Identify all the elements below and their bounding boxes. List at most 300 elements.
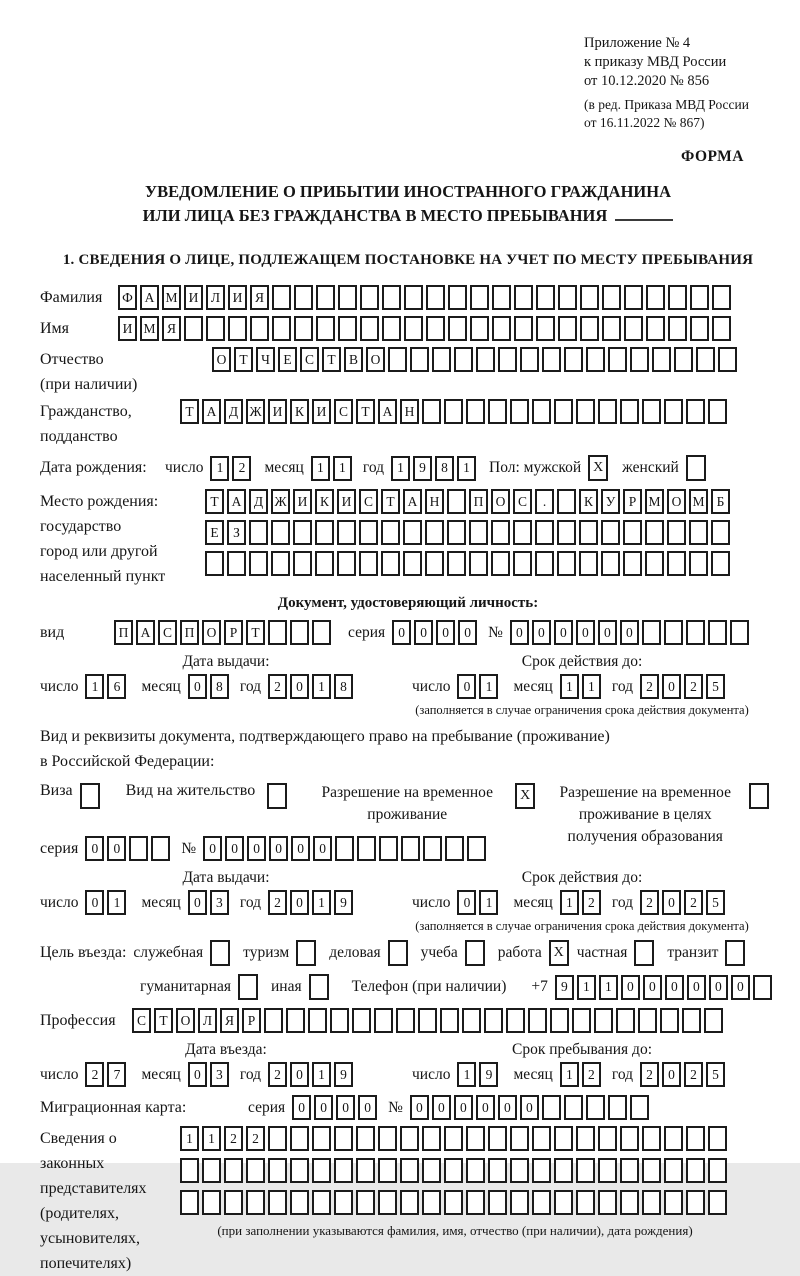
char-cell[interactable] bbox=[554, 1190, 573, 1215]
char-cell[interactable] bbox=[418, 1008, 437, 1033]
char-cell[interactable]: 0 bbox=[621, 975, 640, 1000]
char-cell[interactable] bbox=[315, 551, 334, 576]
char-cell[interactable] bbox=[753, 975, 772, 1000]
char-cell[interactable] bbox=[712, 285, 731, 310]
char-cell[interactable] bbox=[272, 316, 291, 341]
char-cell[interactable] bbox=[249, 520, 268, 545]
char-cell[interactable]: 0 bbox=[432, 1095, 451, 1120]
char-cell[interactable]: 2 bbox=[232, 456, 251, 481]
char-cell[interactable]: Л bbox=[198, 1008, 217, 1033]
char-cell[interactable] bbox=[359, 520, 378, 545]
char-cell[interactable] bbox=[338, 316, 357, 341]
char-cell[interactable]: З bbox=[227, 520, 246, 545]
char-cell[interactable]: 1 bbox=[210, 456, 229, 481]
char-cell[interactable]: 1 bbox=[577, 975, 596, 1000]
char-cell[interactable] bbox=[642, 1190, 661, 1215]
char-cell[interactable] bbox=[572, 1008, 591, 1033]
char-cell[interactable] bbox=[667, 551, 686, 576]
char-cell[interactable]: 6 bbox=[107, 674, 126, 699]
char-cell[interactable] bbox=[557, 551, 576, 576]
char-cell[interactable] bbox=[646, 316, 665, 341]
char-cell[interactable] bbox=[630, 1095, 649, 1120]
char-cell[interactable] bbox=[708, 620, 727, 645]
char-cell[interactable]: 0 bbox=[731, 975, 750, 1000]
char-cell[interactable] bbox=[272, 285, 291, 310]
char-cell[interactable] bbox=[586, 347, 605, 372]
char-cell[interactable] bbox=[620, 1190, 639, 1215]
char-cell[interactable] bbox=[642, 620, 661, 645]
char-cell[interactable] bbox=[315, 520, 334, 545]
char-cell[interactable]: Ж bbox=[246, 399, 265, 424]
char-cell[interactable] bbox=[510, 1126, 529, 1151]
char-cell[interactable] bbox=[579, 520, 598, 545]
char-cell[interactable] bbox=[202, 1158, 221, 1183]
char-cell[interactable]: 0 bbox=[454, 1095, 473, 1120]
char-cell[interactable]: 0 bbox=[358, 1095, 377, 1120]
char-cell[interactable] bbox=[586, 1095, 605, 1120]
char-cell[interactable]: Е bbox=[205, 520, 224, 545]
char-cell[interactable] bbox=[686, 620, 705, 645]
char-cell[interactable]: 0 bbox=[457, 890, 476, 915]
char-cell[interactable]: И bbox=[184, 285, 203, 310]
char-cell[interactable]: 0 bbox=[292, 1095, 311, 1120]
char-cell[interactable] bbox=[667, 520, 686, 545]
purpose-private-checkbox[interactable] bbox=[634, 940, 654, 966]
char-cell[interactable]: Т bbox=[180, 399, 199, 424]
char-cell[interactable] bbox=[312, 620, 331, 645]
char-cell[interactable]: 0 bbox=[85, 836, 104, 861]
char-cell[interactable]: М bbox=[689, 489, 708, 514]
char-cell[interactable] bbox=[293, 551, 312, 576]
char-cell[interactable]: 0 bbox=[665, 975, 684, 1000]
char-cell[interactable]: 2 bbox=[246, 1126, 265, 1151]
char-cell[interactable]: У bbox=[601, 489, 620, 514]
char-cell[interactable] bbox=[444, 1158, 463, 1183]
char-cell[interactable] bbox=[682, 1008, 701, 1033]
purpose-tourism-checkbox[interactable] bbox=[296, 940, 316, 966]
char-cell[interactable]: 2 bbox=[640, 890, 659, 915]
char-cell[interactable] bbox=[542, 1095, 561, 1120]
purpose-other-checkbox[interactable] bbox=[309, 974, 329, 1000]
char-cell[interactable] bbox=[448, 285, 467, 310]
purpose-official-checkbox[interactable] bbox=[210, 940, 230, 966]
char-cell[interactable]: М bbox=[162, 285, 181, 310]
char-cell[interactable] bbox=[498, 347, 517, 372]
char-cell[interactable]: 0 bbox=[414, 620, 433, 645]
char-cell[interactable] bbox=[379, 836, 398, 861]
char-cell[interactable]: 1 bbox=[457, 456, 476, 481]
char-cell[interactable]: К bbox=[290, 399, 309, 424]
char-cell[interactable]: 2 bbox=[268, 674, 287, 699]
char-cell[interactable] bbox=[381, 520, 400, 545]
char-cell[interactable] bbox=[576, 1190, 595, 1215]
char-cell[interactable]: 0 bbox=[709, 975, 728, 1000]
char-cell[interactable]: Т bbox=[246, 620, 265, 645]
char-cell[interactable] bbox=[268, 1190, 287, 1215]
char-cell[interactable] bbox=[624, 285, 643, 310]
char-cell[interactable] bbox=[228, 316, 247, 341]
char-cell[interactable]: 8 bbox=[210, 674, 229, 699]
char-cell[interactable]: И bbox=[118, 316, 137, 341]
char-cell[interactable] bbox=[312, 1126, 331, 1151]
char-cell[interactable] bbox=[668, 316, 687, 341]
char-cell[interactable]: 0 bbox=[576, 620, 595, 645]
char-cell[interactable] bbox=[686, 1126, 705, 1151]
char-cell[interactable] bbox=[356, 1190, 375, 1215]
char-cell[interactable] bbox=[180, 1158, 199, 1183]
char-cell[interactable]: 1 bbox=[560, 1062, 579, 1087]
char-cell[interactable]: Т bbox=[322, 347, 341, 372]
char-cell[interactable] bbox=[664, 1190, 683, 1215]
char-cell[interactable] bbox=[580, 316, 599, 341]
char-cell[interactable]: 0 bbox=[291, 836, 310, 861]
char-cell[interactable]: И bbox=[268, 399, 287, 424]
char-cell[interactable] bbox=[550, 1008, 569, 1033]
char-cell[interactable]: 1 bbox=[311, 456, 330, 481]
char-cell[interactable]: О bbox=[491, 489, 510, 514]
char-cell[interactable] bbox=[708, 399, 727, 424]
char-cell[interactable] bbox=[151, 836, 170, 861]
char-cell[interactable] bbox=[601, 520, 620, 545]
char-cell[interactable]: 1 bbox=[333, 456, 352, 481]
char-cell[interactable]: С bbox=[334, 399, 353, 424]
char-cell[interactable]: 0 bbox=[188, 890, 207, 915]
char-cell[interactable] bbox=[558, 316, 577, 341]
char-cell[interactable] bbox=[554, 399, 573, 424]
char-cell[interactable] bbox=[554, 1158, 573, 1183]
char-cell[interactable]: И bbox=[293, 489, 312, 514]
char-cell[interactable]: 0 bbox=[554, 620, 573, 645]
char-cell[interactable] bbox=[466, 1190, 485, 1215]
char-cell[interactable]: 2 bbox=[684, 1062, 703, 1087]
char-cell[interactable] bbox=[668, 285, 687, 310]
char-cell[interactable] bbox=[532, 1190, 551, 1215]
char-cell[interactable] bbox=[264, 1008, 283, 1033]
char-cell[interactable] bbox=[293, 520, 312, 545]
char-cell[interactable] bbox=[664, 1158, 683, 1183]
char-cell[interactable] bbox=[294, 285, 313, 310]
char-cell[interactable]: 1 bbox=[312, 1062, 331, 1087]
char-cell[interactable] bbox=[403, 520, 422, 545]
char-cell[interactable] bbox=[660, 1008, 679, 1033]
char-cell[interactable]: М bbox=[645, 489, 664, 514]
char-cell[interactable]: 0 bbox=[290, 674, 309, 699]
char-cell[interactable] bbox=[469, 520, 488, 545]
char-cell[interactable]: А bbox=[202, 399, 221, 424]
char-cell[interactable] bbox=[598, 1158, 617, 1183]
char-cell[interactable] bbox=[423, 836, 442, 861]
char-cell[interactable] bbox=[246, 1158, 265, 1183]
char-cell[interactable]: 1 bbox=[312, 674, 331, 699]
char-cell[interactable] bbox=[513, 551, 532, 576]
char-cell[interactable]: 9 bbox=[555, 975, 574, 1000]
char-cell[interactable] bbox=[620, 399, 639, 424]
char-cell[interactable]: С bbox=[359, 489, 378, 514]
char-cell[interactable]: 1 bbox=[560, 890, 579, 915]
char-cell[interactable]: Я bbox=[250, 285, 269, 310]
char-cell[interactable] bbox=[598, 1190, 617, 1215]
char-cell[interactable] bbox=[686, 1158, 705, 1183]
char-cell[interactable]: О bbox=[366, 347, 385, 372]
char-cell[interactable] bbox=[467, 836, 486, 861]
char-cell[interactable]: 0 bbox=[662, 1062, 681, 1087]
char-cell[interactable] bbox=[246, 1190, 265, 1215]
char-cell[interactable] bbox=[268, 1126, 287, 1151]
char-cell[interactable] bbox=[476, 347, 495, 372]
char-cell[interactable] bbox=[601, 551, 620, 576]
char-cell[interactable]: Р bbox=[242, 1008, 261, 1033]
char-cell[interactable]: 3 bbox=[210, 1062, 229, 1087]
char-cell[interactable]: 1 bbox=[202, 1126, 221, 1151]
char-cell[interactable] bbox=[536, 316, 555, 341]
char-cell[interactable]: 0 bbox=[410, 1095, 429, 1120]
char-cell[interactable] bbox=[623, 551, 642, 576]
char-cell[interactable]: 2 bbox=[268, 890, 287, 915]
char-cell[interactable] bbox=[686, 399, 705, 424]
char-cell[interactable]: 0 bbox=[313, 836, 332, 861]
char-cell[interactable]: Б bbox=[711, 489, 730, 514]
char-cell[interactable] bbox=[294, 316, 313, 341]
char-cell[interactable] bbox=[608, 347, 627, 372]
char-cell[interactable]: 2 bbox=[224, 1126, 243, 1151]
char-cell[interactable] bbox=[422, 1190, 441, 1215]
char-cell[interactable]: 0 bbox=[188, 1062, 207, 1087]
char-cell[interactable]: Д bbox=[249, 489, 268, 514]
char-cell[interactable] bbox=[316, 285, 335, 310]
char-cell[interactable] bbox=[528, 1008, 547, 1033]
char-cell[interactable]: 3 bbox=[210, 890, 229, 915]
char-cell[interactable]: Я bbox=[220, 1008, 239, 1033]
char-cell[interactable] bbox=[444, 399, 463, 424]
char-cell[interactable] bbox=[620, 1158, 639, 1183]
char-cell[interactable]: Р bbox=[623, 489, 642, 514]
char-cell[interactable]: 0 bbox=[662, 674, 681, 699]
char-cell[interactable]: Е bbox=[278, 347, 297, 372]
char-cell[interactable]: М bbox=[140, 316, 159, 341]
char-cell[interactable]: 0 bbox=[532, 620, 551, 645]
visa-checkbox[interactable] bbox=[80, 783, 100, 809]
char-cell[interactable] bbox=[378, 1126, 397, 1151]
purpose-work-checkbox[interactable]: X bbox=[549, 940, 569, 966]
char-cell[interactable] bbox=[357, 836, 376, 861]
char-cell[interactable]: 8 bbox=[435, 456, 454, 481]
char-cell[interactable] bbox=[711, 551, 730, 576]
char-cell[interactable] bbox=[564, 347, 583, 372]
char-cell[interactable] bbox=[335, 836, 354, 861]
char-cell[interactable]: К bbox=[579, 489, 598, 514]
char-cell[interactable] bbox=[447, 489, 466, 514]
char-cell[interactable] bbox=[532, 1158, 551, 1183]
char-cell[interactable]: 1 bbox=[312, 890, 331, 915]
char-cell[interactable]: О bbox=[202, 620, 221, 645]
char-cell[interactable] bbox=[598, 399, 617, 424]
char-cell[interactable]: Р bbox=[224, 620, 243, 645]
char-cell[interactable]: 1 bbox=[582, 674, 601, 699]
char-cell[interactable]: П bbox=[469, 489, 488, 514]
char-cell[interactable] bbox=[718, 347, 737, 372]
char-cell[interactable] bbox=[447, 551, 466, 576]
char-cell[interactable]: А bbox=[378, 399, 397, 424]
char-cell[interactable] bbox=[664, 620, 683, 645]
char-cell[interactable]: 1 bbox=[479, 674, 498, 699]
char-cell[interactable] bbox=[360, 285, 379, 310]
char-cell[interactable] bbox=[422, 1158, 441, 1183]
char-cell[interactable]: Л bbox=[206, 285, 225, 310]
char-cell[interactable] bbox=[290, 1126, 309, 1151]
char-cell[interactable] bbox=[356, 1158, 375, 1183]
char-cell[interactable]: О bbox=[176, 1008, 195, 1033]
char-cell[interactable] bbox=[422, 399, 441, 424]
char-cell[interactable]: А bbox=[136, 620, 155, 645]
char-cell[interactable] bbox=[664, 399, 683, 424]
char-cell[interactable] bbox=[642, 1158, 661, 1183]
char-cell[interactable]: 2 bbox=[684, 674, 703, 699]
gender-female-checkbox[interactable] bbox=[686, 455, 706, 481]
char-cell[interactable]: П bbox=[180, 620, 199, 645]
char-cell[interactable] bbox=[630, 347, 649, 372]
char-cell[interactable] bbox=[535, 551, 554, 576]
char-cell[interactable]: . bbox=[535, 489, 554, 514]
char-cell[interactable] bbox=[623, 520, 642, 545]
char-cell[interactable] bbox=[466, 1158, 485, 1183]
char-cell[interactable]: С bbox=[132, 1008, 151, 1033]
char-cell[interactable]: 0 bbox=[687, 975, 706, 1000]
char-cell[interactable] bbox=[652, 347, 671, 372]
char-cell[interactable] bbox=[608, 1095, 627, 1120]
char-cell[interactable] bbox=[708, 1126, 727, 1151]
char-cell[interactable]: 2 bbox=[85, 1062, 104, 1087]
char-cell[interactable] bbox=[224, 1158, 243, 1183]
char-cell[interactable]: А bbox=[140, 285, 159, 310]
char-cell[interactable]: 1 bbox=[457, 1062, 476, 1087]
char-cell[interactable]: 0 bbox=[203, 836, 222, 861]
char-cell[interactable] bbox=[426, 285, 445, 310]
char-cell[interactable]: Ж bbox=[271, 489, 290, 514]
char-cell[interactable] bbox=[202, 1190, 221, 1215]
char-cell[interactable] bbox=[180, 1190, 199, 1215]
char-cell[interactable] bbox=[378, 1190, 397, 1215]
char-cell[interactable] bbox=[382, 285, 401, 310]
char-cell[interactable]: П bbox=[114, 620, 133, 645]
char-cell[interactable] bbox=[624, 316, 643, 341]
char-cell[interactable] bbox=[400, 1126, 419, 1151]
char-cell[interactable] bbox=[532, 1126, 551, 1151]
char-cell[interactable] bbox=[396, 1008, 415, 1033]
char-cell[interactable] bbox=[730, 620, 749, 645]
char-cell[interactable] bbox=[558, 285, 577, 310]
char-cell[interactable] bbox=[227, 551, 246, 576]
char-cell[interactable] bbox=[403, 551, 422, 576]
char-cell[interactable] bbox=[520, 347, 539, 372]
char-cell[interactable] bbox=[337, 520, 356, 545]
char-cell[interactable] bbox=[249, 551, 268, 576]
char-cell[interactable]: 0 bbox=[85, 890, 104, 915]
char-cell[interactable] bbox=[646, 285, 665, 310]
char-cell[interactable] bbox=[557, 489, 576, 514]
char-cell[interactable]: 0 bbox=[188, 674, 207, 699]
char-cell[interactable]: 2 bbox=[268, 1062, 287, 1087]
char-cell[interactable] bbox=[290, 1190, 309, 1215]
char-cell[interactable] bbox=[470, 316, 489, 341]
char-cell[interactable] bbox=[712, 316, 731, 341]
char-cell[interactable] bbox=[404, 285, 423, 310]
char-cell[interactable] bbox=[381, 551, 400, 576]
char-cell[interactable] bbox=[448, 316, 467, 341]
char-cell[interactable] bbox=[400, 1158, 419, 1183]
gender-male-checkbox[interactable]: X bbox=[588, 455, 608, 481]
char-cell[interactable] bbox=[616, 1008, 635, 1033]
char-cell[interactable] bbox=[579, 551, 598, 576]
char-cell[interactable] bbox=[432, 347, 451, 372]
char-cell[interactable] bbox=[491, 520, 510, 545]
char-cell[interactable] bbox=[514, 316, 533, 341]
char-cell[interactable] bbox=[645, 520, 664, 545]
char-cell[interactable] bbox=[536, 285, 555, 310]
char-cell[interactable]: 0 bbox=[498, 1095, 517, 1120]
char-cell[interactable] bbox=[488, 1126, 507, 1151]
char-cell[interactable] bbox=[425, 520, 444, 545]
char-cell[interactable]: А bbox=[403, 489, 422, 514]
char-cell[interactable] bbox=[206, 316, 225, 341]
char-cell[interactable] bbox=[689, 551, 708, 576]
purpose-transit-checkbox[interactable] bbox=[725, 940, 745, 966]
char-cell[interactable]: Ч bbox=[256, 347, 275, 372]
char-cell[interactable] bbox=[466, 399, 485, 424]
char-cell[interactable] bbox=[470, 285, 489, 310]
char-cell[interactable] bbox=[711, 520, 730, 545]
char-cell[interactable]: И bbox=[228, 285, 247, 310]
char-cell[interactable] bbox=[268, 1158, 287, 1183]
char-cell[interactable] bbox=[334, 1126, 353, 1151]
char-cell[interactable]: 0 bbox=[336, 1095, 355, 1120]
char-cell[interactable] bbox=[469, 551, 488, 576]
char-cell[interactable]: 0 bbox=[314, 1095, 333, 1120]
char-cell[interactable]: 5 bbox=[706, 890, 725, 915]
char-cell[interactable]: 0 bbox=[457, 674, 476, 699]
char-cell[interactable]: 0 bbox=[510, 620, 529, 645]
char-cell[interactable] bbox=[445, 836, 464, 861]
char-cell[interactable] bbox=[129, 836, 148, 861]
char-cell[interactable] bbox=[602, 285, 621, 310]
char-cell[interactable] bbox=[554, 1126, 573, 1151]
char-cell[interactable] bbox=[410, 347, 429, 372]
char-cell[interactable] bbox=[510, 1158, 529, 1183]
char-cell[interactable]: 5 bbox=[706, 674, 725, 699]
char-cell[interactable] bbox=[422, 1126, 441, 1151]
char-cell[interactable] bbox=[400, 1190, 419, 1215]
char-cell[interactable] bbox=[334, 1190, 353, 1215]
char-cell[interactable]: 1 bbox=[599, 975, 618, 1000]
char-cell[interactable] bbox=[689, 520, 708, 545]
char-cell[interactable]: 8 bbox=[334, 674, 353, 699]
char-cell[interactable] bbox=[334, 1158, 353, 1183]
char-cell[interactable]: Д bbox=[224, 399, 243, 424]
char-cell[interactable]: 0 bbox=[662, 890, 681, 915]
char-cell[interactable]: 0 bbox=[290, 890, 309, 915]
char-cell[interactable] bbox=[510, 399, 529, 424]
char-cell[interactable] bbox=[557, 520, 576, 545]
temp-residence-checkbox[interactable]: X bbox=[515, 783, 535, 809]
char-cell[interactable] bbox=[645, 551, 664, 576]
char-cell[interactable]: 0 bbox=[392, 620, 411, 645]
char-cell[interactable]: К bbox=[315, 489, 334, 514]
char-cell[interactable] bbox=[598, 1126, 617, 1151]
char-cell[interactable] bbox=[514, 285, 533, 310]
char-cell[interactable] bbox=[664, 1126, 683, 1151]
char-cell[interactable] bbox=[513, 520, 532, 545]
char-cell[interactable]: Н bbox=[400, 399, 419, 424]
char-cell[interactable]: Ф bbox=[118, 285, 137, 310]
